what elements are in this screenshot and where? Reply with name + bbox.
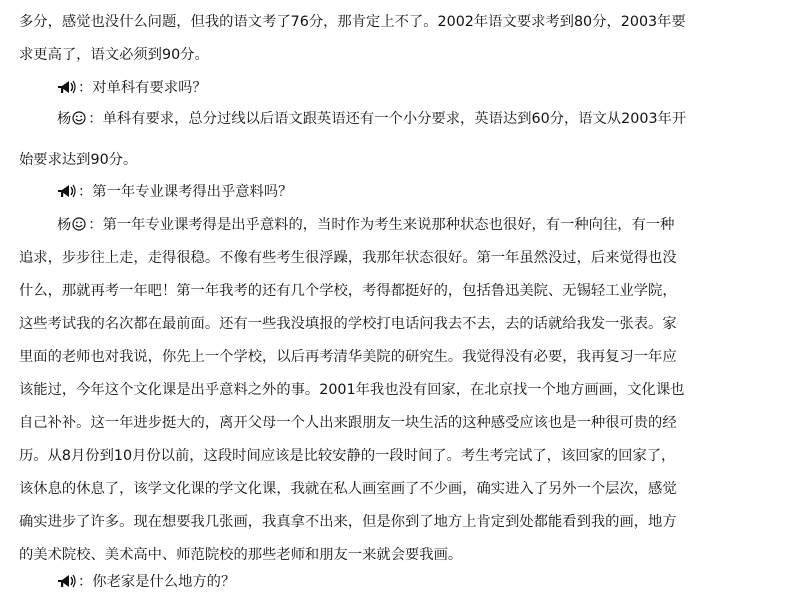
smiley-icon [72,217,86,231]
microphone-icon [57,184,76,198]
paragraph-line: 里面的老师也对我说，你先上一个学校，以后再考清华美院的研究生。我觉得没有必要，我再复习一年应 [19,349,677,365]
answer-line [57,215,674,235]
speaker-name: 杨 [57,217,72,233]
interviewer-question [57,78,207,98]
paragraph-line: 这些考试我的名次都在最前面。还有一些我没填报的学校打电话问我去不去，去的话就给我发一张表。家 [19,316,677,332]
paragraph-line: 多分，感觉也没什么问题，但我的语文考了76分，那肯定上不了。2002年语文要求考到80分，2003年要 [19,14,686,30]
paragraph-line: 确实进步了许多。现在想要我几张画，我真拿不出来，但是你到了地方上肯定到处都能看到我的画，地方 [19,514,677,530]
paragraph-line: 该休息的休息了，该学文化课的学文化课，我就在私人画室画了不少画，确实进入了另外一个层次，感觉 [19,481,677,497]
answer-text: ：第一年专业课考得是出乎意料的，当时作为考生来说那种状态也很好，有一种向往，有一种 [88,217,675,233]
paragraph-line: 追求，步步往上走，走得很稳。不像有些考生很浮躁，我那年状态很好。第一年虽然没过，后来觉得也没 [19,250,677,266]
paragraph-line: 的美术院校、美术高中、师范院校的那些老师和朋友一来就会要我画。 [19,547,463,563]
paragraph-line: 求更高了，语文必须到90分。 [19,47,209,63]
answer-text: ：单科有要求，总分过线以后语文跟英语还有一个小分要求，英语达到60分，语文从2003年开 [88,111,687,127]
paragraph-line: 该能过，今年这个文化课是出乎意料之外的事。2001年我也没有回家，在北京找一个地方画画，文化课也 [19,382,685,398]
interviewer-question [57,572,235,592]
paragraph-line: 自己补补。这一年进步挺大的，离开父母一个人出来跟朋友一块生活的这种感受应该也是一种很可贵的经 [19,415,677,431]
answer-line [57,109,686,129]
question-text: ：对单科有要求吗？ [78,80,207,96]
interviewer-question [57,182,292,202]
paragraph-line: 历。从8月份到10月份以前，这段时间应该是比较安静的一段时间了。考生考完试了，该回家的回家了， [19,448,676,464]
paragraph-line: 什么，那就再考一年吧！第一年我考的还有几个学校，考得都挺好的，包括鲁迅美院、无锡轻工业学院， [19,283,677,299]
microphone-icon [57,80,76,94]
smiley-icon [72,111,86,125]
question-text: ：第一年专业课考得出乎意料吗？ [78,184,293,200]
speaker-name: 杨 [57,111,72,127]
paragraph-line: 始要求达到90分。 [19,152,138,168]
question-text: ：你老家是什么地方的？ [78,574,236,590]
